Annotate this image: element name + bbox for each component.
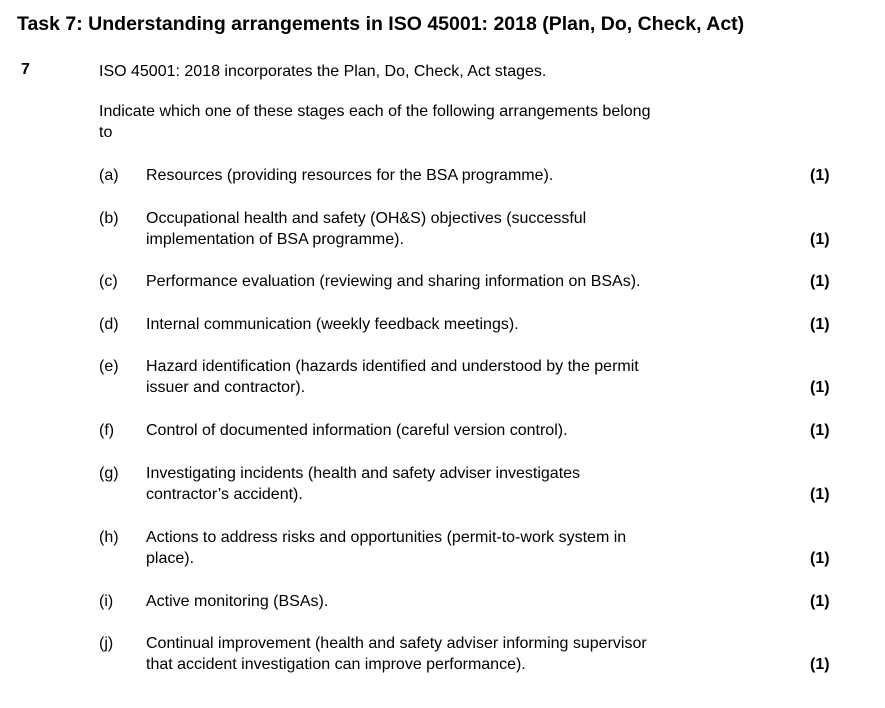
item-letter: (j) xyxy=(99,635,114,652)
item-text xyxy=(146,271,766,292)
item-letter: (f) xyxy=(99,422,115,439)
item-text xyxy=(146,633,766,675)
item-mark: (1) xyxy=(810,422,830,439)
list-item xyxy=(0,165,885,209)
list-item xyxy=(0,314,885,358)
item-text-line: Hazard identification (hazards identified and understood by the permit xyxy=(146,358,639,375)
instruction-line-1: Indicate which one of these stages each of the following arrangements belong xyxy=(99,103,651,120)
item-mark: (1) xyxy=(810,486,830,503)
item-text xyxy=(146,208,766,250)
item-mark: (1) xyxy=(810,273,830,290)
item-mark: (1) xyxy=(810,231,830,248)
item-text-line: Active monitoring (BSAs). xyxy=(146,593,329,610)
item-letter: (e) xyxy=(99,358,119,375)
list-item xyxy=(0,527,885,571)
item-text xyxy=(146,420,766,441)
item-text-line: that accident investigation can improve performance). xyxy=(146,656,526,673)
item-letter: (a) xyxy=(99,167,119,184)
item-text xyxy=(146,591,766,612)
item-text-line: place). xyxy=(146,550,195,567)
item-text-line: Occupational health and safety (OH&S) objectives (successful xyxy=(146,210,587,227)
question-number: 7 xyxy=(21,61,30,78)
item-letter: (c) xyxy=(99,273,118,290)
item-text xyxy=(146,165,766,186)
item-letter: (b) xyxy=(99,210,119,227)
item-text-line: issuer and contractor). xyxy=(146,379,306,396)
item-mark: (1) xyxy=(810,593,830,610)
item-text-line: contractor’s accident). xyxy=(146,486,303,503)
item-text-line: Internal communication (weekly feedback meetings). xyxy=(146,316,519,333)
item-text-line: Actions to address risks and opportunities (permit-to-work system in xyxy=(146,529,627,546)
instruction-line-2: to xyxy=(99,124,113,141)
item-letter: (h) xyxy=(99,529,119,546)
item-letter: (d) xyxy=(99,316,119,333)
list-item xyxy=(0,271,885,315)
item-text xyxy=(146,314,766,335)
item-mark: (1) xyxy=(810,316,830,333)
item-text-line: Investigating incidents (health and safety adviser investigates xyxy=(146,465,581,482)
item-mark: (1) xyxy=(810,656,830,673)
list-item xyxy=(0,463,885,507)
item-text-line: Control of documented information (careful version control). xyxy=(146,422,568,439)
item-text-line: implementation of BSA programme). xyxy=(146,231,404,248)
list-item xyxy=(0,356,885,400)
item-mark: (1) xyxy=(810,167,830,184)
item-text xyxy=(146,463,766,505)
list-item xyxy=(0,633,885,677)
item-text-line: Continual improvement (health and safety adviser informing supervisor xyxy=(146,635,647,652)
list-item xyxy=(0,420,885,464)
intro-text: ISO 45001: 2018 incorporates the Plan, Do, Check, Act stages. xyxy=(99,63,547,80)
item-letter: (g) xyxy=(99,465,119,482)
item-text-line: Performance evaluation (reviewing and sharing information on BSAs). xyxy=(146,273,641,290)
item-text xyxy=(146,527,766,569)
list-item xyxy=(0,591,885,635)
item-letter: (i) xyxy=(99,593,114,610)
item-text-line: Resources (providing resources for the BSA programme). xyxy=(146,167,554,184)
item-mark: (1) xyxy=(810,550,830,567)
item-mark: (1) xyxy=(810,379,830,396)
task-title: Task 7: Understanding arrangements in ISO 45001: 2018 (Plan, Do, Check, Act) xyxy=(17,13,745,35)
list-item xyxy=(0,208,885,252)
item-text xyxy=(146,356,766,398)
